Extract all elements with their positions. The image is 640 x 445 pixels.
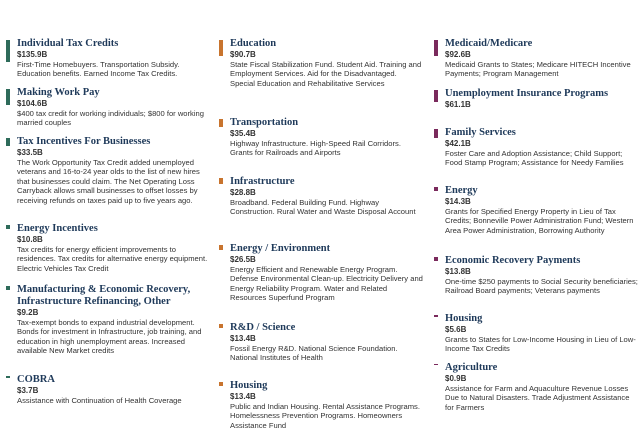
category-marker [6,286,10,290]
category-description: The Work Opportunity Tax Credit added unemployed veterans and 16-to-24 year olds to the list of new hires that businesses could claim. The Net Operating Loss Carryback allows small businesses to offset losses by receiving refunds on taxes paid up to five years ago. [17,158,200,205]
category-description: Assistance with Continuation of Health Coverage [17,396,182,405]
category-title: Family Services [445,127,516,138]
category-title: Manufacturing & Economic Recovery, Infrastructure Refinancing, Other [17,284,191,307]
category-title: Housing [230,380,268,391]
category-description: Public and Indian Housing. Rental Assistance Programs. Homelessness Prevention Programs. Homeowners Assistance Fund [230,402,420,430]
category-rd-science [219,322,423,363]
category-amount: $42.1B [445,139,471,148]
category-description: Fossil Energy R&D. National Science Foundation. National Institutes of Health [230,344,398,363]
category-amount: $28.8B [230,188,256,197]
category-amount: $135.9B [17,50,48,59]
category-description: Grants for Specified Energy Property in Lieu of Tax Credits; Bonneville Power Administration Fund; Western Area Power Administration, Borrowing Authority [445,207,634,235]
category-amount: $13.4B [230,334,256,343]
category-marker [219,382,223,386]
category-marker [219,40,223,56]
category-marker [6,376,10,378]
category-marker [434,364,438,365]
category-marker [6,89,10,105]
category-amount: $5.6B [445,325,467,334]
category-amount: $13.4B [230,392,256,401]
category-cobra [6,374,210,405]
category-description: Tax-exempt bonds to expand industrial development. Bonds for investment in Infrastructure, job training, and education in high unemployment areas. Increased available New Market credits [17,318,202,356]
category-marker [434,129,438,138]
category-housing-spending [219,380,423,430]
category-transportation [219,117,423,158]
category-title: Economic Recovery Payments [445,255,581,266]
category-title: Energy / Environment [230,243,331,254]
category-amount: $14.3B [445,197,471,206]
category-amount: $9.2B [17,308,39,317]
category-marker [219,245,223,250]
category-agriculture [434,362,638,412]
category-description: State Fiscal Stabilization Fund. Student Aid. Training and Employment Services. Aid for the Disadvantaged. Special Education and Rehabilitative Services [230,60,422,88]
category-title: Education [230,38,277,49]
category-marker [434,40,438,56]
category-description: Energy Efficient and Renewable Energy Program. Defense Environmental Clean-up. Electricity Delivery and Energy Reliability Program. Water and Related Resources Superfund Program [230,265,423,303]
category-description: Broadband. Federal Building Fund. Highway Construction. Rural Water and Waste Disposal Account [230,198,416,217]
category-title: Tax Incentives For Businesses [17,136,151,147]
category-description: Highway Infrastructure. High-Speed Rail Corridors. Grants for Railroads and Airports [230,139,401,158]
category-amount: $61.1B [445,100,471,109]
category-description: Assistance for Farm and Aquaculture Revenue Losses Due to Natural Disasters. Trade Adjustment Assistance for Farmers [445,384,630,412]
category-title: Unemployment Insurance Programs [445,88,609,99]
category-amount: $3.7B [17,386,39,395]
category-amount: $90.7B [230,50,256,59]
category-marker [6,225,10,229]
category-family-services [434,127,638,168]
category-making-work-pay [6,87,210,128]
category-description: Medicaid Grants to States; Medicare HITECH Incentive Payments; Program Management [445,60,631,79]
category-energy-incentives [6,223,210,273]
category-amount: $10.8B [17,235,43,244]
category-marker [434,257,438,261]
category-individual-tax-credits [6,38,210,79]
category-tax-incentives-businesses [6,136,210,205]
category-amount: $104.6B [17,99,48,108]
category-title: Energy [445,185,478,196]
category-amount: $35.4B [230,129,256,138]
category-marker [219,178,223,184]
category-marker [434,90,438,102]
category-title: Energy Incentives [17,223,98,234]
category-description: Tax credits for energy efficient improvements to residences. Tax credits for alternative energy equipment. Electric Vehicles Tax Credit [17,245,208,273]
category-marker [219,324,223,328]
category-marker [6,40,10,62]
category-title: Individual Tax Credits [17,38,119,49]
category-description: First-Time Homebuyers. Transportation Subsidy. Education benefits. Earned Income Tax Credits. [17,60,180,79]
category-title: Making Work Pay [17,87,100,98]
category-amount: $13.8B [445,267,471,276]
category-unemployment-insurance [434,88,638,110]
category-description: Foster Care and Adoption Assistance; Child Support; Food Stamp Program; Assistance for Needy Families [445,149,624,168]
category-energy-environment [219,243,423,303]
category-description: Grants to States for Low-Income Housing in Lieu of Low-Income Tax Credits [445,335,636,354]
category-economic-recovery-payments [434,255,638,296]
category-energy-payments [434,185,638,235]
category-manufacturing [6,284,210,356]
category-housing-payments [434,313,638,354]
category-marker [219,119,223,127]
category-infrastructure [219,176,423,217]
category-title: Housing [445,313,483,324]
category-title: Transportation [230,117,299,128]
category-marker [434,315,438,317]
category-amount: $0.9B [445,374,467,383]
category-title: COBRA [17,374,55,385]
category-description: One-time $250 payments to Social Security beneficiaries; Railroad Board payments; Veterans payments [445,277,638,296]
category-description: $400 tax credit for working individuals; $800 for working married couples [17,109,204,128]
category-title: Infrastructure [230,176,295,187]
category-title: R&D / Science [230,322,296,333]
category-title: Agriculture [445,362,498,373]
category-amount: $92.6B [445,50,471,59]
category-education [219,38,423,88]
category-amount: $26.5B [230,255,256,264]
category-amount: $33.5B [17,148,43,157]
category-marker [6,138,10,146]
category-marker [434,187,438,191]
category-medicaid-medicare [434,38,638,79]
category-title: Medicaid/Medicare [445,38,533,49]
